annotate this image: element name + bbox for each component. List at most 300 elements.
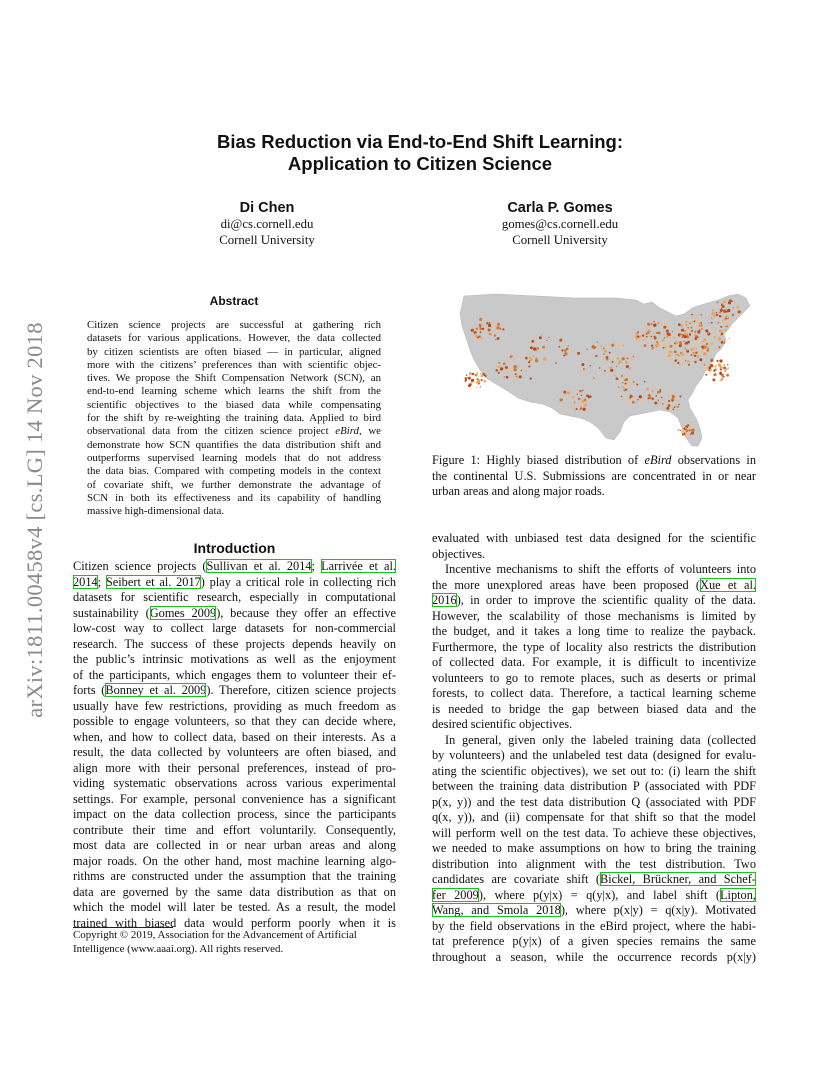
observation-dot (586, 375, 588, 377)
observation-dot (580, 406, 582, 408)
observation-dot (515, 373, 517, 375)
text-line: by volunteers) and the unlabeled test data (designed for evalu- (432, 748, 756, 763)
observation-dot (632, 401, 635, 404)
observation-dot (688, 429, 690, 431)
citation-link[interactable]: Seibert et al. 2017 (105, 574, 201, 589)
observation-dot (685, 427, 687, 429)
observation-dot (616, 377, 619, 380)
abstract-line: SCN in both its effectiveness and its capability of handling (87, 491, 381, 504)
observation-dot (474, 333, 476, 335)
observation-dot (713, 373, 716, 376)
observation-dot (622, 386, 624, 388)
observation-dot (530, 377, 532, 379)
observation-dot (708, 322, 710, 324)
observation-dot (732, 314, 735, 317)
observation-dot (686, 429, 687, 430)
observation-dot (689, 323, 690, 324)
observation-dot (657, 408, 659, 410)
observation-dot (467, 377, 468, 378)
observation-dot (479, 318, 482, 321)
observation-dot (503, 362, 506, 365)
observation-dot (679, 344, 682, 347)
observation-dot (489, 322, 491, 324)
observation-dot (722, 305, 725, 308)
observation-dot (610, 366, 613, 369)
observation-dot (471, 329, 474, 332)
text-line: settings. For example, personal convenience has a significant (73, 791, 396, 806)
observation-dot (714, 336, 716, 338)
observation-dot (582, 408, 585, 411)
observation-dot (626, 357, 628, 359)
observation-dot (691, 348, 694, 351)
figure-ebird-map (456, 290, 760, 450)
right-column-body (432, 531, 756, 965)
arxiv-stamp-text: arXiv:1811.00458v4 [cs.LG] 14 Nov 2018 (22, 322, 47, 718)
observation-dot (667, 327, 669, 329)
observation-dot (625, 378, 628, 381)
observation-dot (646, 333, 647, 334)
text-line: sustainability (Gomes 2009), because they offer an effective (73, 605, 396, 620)
observation-dot (625, 389, 627, 391)
text-line: trained with biased data would perform poorly when it is (73, 915, 396, 930)
observation-dot (686, 364, 688, 366)
abstract-line: outperforms supervised learning models that do not address (87, 451, 381, 464)
observation-dot (694, 331, 696, 333)
observation-dot (727, 367, 729, 369)
observation-dot (699, 341, 701, 343)
text-line: low-cost way to collect large datasets for non-commercial (73, 621, 396, 636)
observation-dot (666, 323, 669, 326)
observation-dot (701, 351, 704, 354)
observation-dot (622, 345, 623, 346)
observation-dot (720, 330, 723, 333)
observation-dot (490, 333, 492, 335)
observation-dot (470, 372, 472, 374)
abstract-heading: Abstract (209, 294, 259, 308)
text-line: of collected data. For example, it is difficult to incentivize (432, 655, 756, 670)
observation-dot (482, 328, 484, 330)
observation-dot (567, 391, 570, 394)
observation-dot (722, 320, 723, 321)
observation-dot (627, 399, 630, 402)
observation-dot (480, 386, 481, 387)
observation-dot (588, 397, 590, 399)
observation-dot (684, 343, 686, 345)
observation-dot (703, 315, 705, 317)
observation-dot (708, 366, 711, 369)
citation-link[interactable]: Larrivée et al. (321, 559, 396, 573)
observation-dot (670, 345, 673, 348)
observation-dot (576, 389, 578, 391)
observation-dot (525, 357, 528, 360)
observation-dot (559, 339, 562, 342)
observation-dot (494, 333, 496, 335)
observation-dot (485, 333, 486, 334)
observation-dot (719, 359, 722, 362)
text-line: q(x, y)), and (ii) compensate for that shift so that the model (432, 810, 756, 825)
citation-link[interactable]: Bonney et al. 2009 (105, 683, 207, 698)
observation-dot (582, 390, 584, 392)
observation-dot (705, 329, 708, 332)
observation-dot (469, 383, 472, 386)
observation-dot (716, 360, 718, 362)
text-line: contribute their time and effort voluntarily. Consequently, (73, 822, 396, 837)
observation-dot (666, 348, 668, 350)
observation-dot (679, 341, 682, 344)
text-line: throughout a season, while the occurrence records p(x|y) (432, 949, 756, 964)
observation-dot (566, 348, 569, 351)
text-line: impact on the data collection process, since the participants (73, 807, 396, 822)
observation-dot (569, 397, 572, 400)
observation-dot (710, 369, 712, 371)
observation-dot (676, 405, 678, 407)
abstract-line: demonstrate how SCN quantifies the data distribution shift and (87, 438, 381, 451)
observation-dot (650, 331, 651, 332)
observation-dot (678, 355, 680, 357)
observation-dot (516, 376, 518, 378)
observation-dot (691, 429, 694, 432)
author-block (137, 199, 397, 248)
observation-dot (701, 314, 703, 316)
caption-line: Figure 1: Highly biased distribution of eBird observations in (432, 453, 756, 467)
text-line: major roads. On the other hand, most machine learning algo- (73, 853, 396, 868)
text-line: rithms are constructed under the assumption that the training (73, 869, 396, 884)
observation-dot (548, 337, 550, 339)
observation-dot (633, 356, 634, 357)
observation-dot (628, 367, 631, 370)
observation-dot (727, 364, 729, 366)
observation-dot (502, 328, 504, 330)
observation-dot (511, 357, 514, 360)
observation-dot (691, 354, 693, 356)
observation-dot (646, 336, 648, 338)
observation-dot (738, 310, 740, 312)
observation-dot (669, 395, 672, 398)
author-affiliation: Cornell University (512, 232, 608, 247)
observation-dot (548, 349, 550, 351)
observation-dot (546, 340, 547, 341)
observation-dot (601, 346, 603, 348)
observation-dot (737, 306, 740, 309)
observation-dot (666, 407, 669, 410)
observation-dot (703, 332, 704, 333)
observation-dot (660, 323, 661, 324)
observation-dot (703, 352, 706, 355)
observation-dot (666, 329, 669, 332)
observation-dot (672, 409, 674, 411)
observation-dot (689, 337, 691, 339)
observation-dot (685, 324, 686, 325)
observation-dot (647, 397, 649, 399)
citation-link[interactable]: Xue et al. (700, 577, 756, 592)
text-line: volunteers to go to remote places, such as deserts or primal (432, 670, 756, 685)
observation-dot (663, 402, 666, 405)
observation-dot (729, 338, 730, 339)
observation-dot (693, 320, 695, 322)
author-email: gomes@cs.cornell.edu (501, 217, 619, 231)
observation-dot (708, 341, 711, 344)
observation-dot (528, 366, 530, 368)
observation-dot (687, 360, 690, 363)
observation-dot (720, 309, 723, 312)
observation-dot (637, 399, 639, 401)
observation-dot (679, 430, 680, 431)
observation-dot (672, 395, 675, 398)
citation-link[interactable]: Sullivan et al. 2014 (206, 559, 312, 573)
observation-dot (694, 355, 696, 357)
observation-dot (726, 374, 729, 377)
arxiv-identifier-stamp (23, 280, 47, 760)
observation-dot (686, 360, 687, 361)
observation-dot (618, 387, 619, 388)
observation-dot (516, 366, 518, 368)
observation-dot (652, 348, 654, 350)
observation-dot (728, 320, 731, 323)
abstract-line: of covariate shift, we further demonstrate the advantage of (87, 478, 381, 491)
observation-dot (563, 355, 565, 357)
observation-dot (691, 432, 694, 435)
text-line: datasets for scientific research, especially in computational (73, 590, 396, 605)
observation-dot (606, 373, 608, 375)
footnote-rule (73, 927, 173, 928)
observation-dot (570, 406, 571, 407)
observation-dot (678, 359, 679, 360)
observation-dot (624, 379, 626, 381)
citation-link[interactable]: 2014 (73, 574, 98, 589)
observation-dot (691, 330, 693, 332)
observation-dot (646, 388, 649, 391)
observation-dot (716, 314, 718, 316)
text-line: forests, to collect data. Therefore, a tactical learning scheme (432, 686, 756, 701)
observation-dot (574, 410, 576, 412)
observation-dot (696, 324, 699, 327)
observation-dot (724, 321, 727, 324)
observation-dot (717, 301, 719, 303)
text-line: is needed to bridge the gap between biased data and the (432, 701, 756, 716)
citation-link[interactable]: Lipton, (719, 887, 756, 902)
observation-dot (651, 345, 653, 347)
observation-dot (719, 372, 722, 375)
observation-dot (656, 395, 658, 397)
observation-dot (531, 340, 534, 343)
observation-dot (476, 328, 478, 330)
observation-dot (657, 391, 660, 394)
observation-dot (652, 390, 654, 392)
observation-dot (721, 333, 723, 335)
observation-dot (674, 350, 677, 353)
observation-dot (684, 330, 685, 331)
observation-dot (466, 374, 467, 375)
observation-dot (711, 339, 712, 340)
observation-dot (720, 326, 722, 328)
observation-dot (643, 396, 645, 398)
observation-dot (686, 432, 689, 435)
text-line: 2016), in order to improve the scientific quality of the data. (432, 593, 756, 608)
observation-dot (702, 348, 703, 349)
observation-dot (661, 339, 664, 342)
observation-dot (714, 344, 716, 346)
text-line: data are governed by the same data distribution as that on (73, 884, 396, 899)
observation-dot (614, 375, 616, 377)
text-line: will perform well on the test data. To achieve these objectives, (432, 825, 756, 840)
observation-dot (703, 338, 706, 341)
observation-dot (718, 363, 721, 366)
observation-dot (732, 307, 734, 309)
text-line: the more unexplored areas have been proposed (Xue et al. (432, 577, 756, 592)
observation-dot (651, 323, 652, 324)
abstract-line: datasets for various applications. However, the data collected (87, 332, 381, 345)
observation-dot (685, 348, 687, 350)
abstract-line: massive high-dimensional data. (87, 505, 225, 518)
observation-dot (577, 394, 578, 395)
observation-dot (530, 346, 533, 349)
observation-dot (599, 367, 600, 368)
observation-dot (716, 330, 719, 333)
abstract-line: Citizen science projects are successful at gathering rich (87, 319, 381, 331)
observation-dot (480, 331, 482, 333)
observation-dot (719, 315, 721, 317)
observation-dot (606, 359, 608, 361)
observation-dot (522, 368, 524, 370)
observation-dot (644, 381, 646, 383)
observation-dot (622, 382, 624, 384)
observation-dot (593, 377, 595, 379)
observation-dot (499, 369, 500, 370)
citation-link[interactable]: Bickel, Brückner, and Schef- (599, 872, 756, 887)
observation-dot (676, 354, 679, 357)
observation-dot (581, 395, 582, 396)
observation-dot (694, 361, 696, 363)
observation-dot (726, 316, 728, 318)
observation-dot (597, 341, 598, 342)
observation-dot (639, 395, 642, 398)
observation-dot (482, 373, 485, 376)
observation-dot (668, 357, 671, 360)
observation-dot (621, 396, 623, 398)
paper-title-line-2: Application to Citizen Science (287, 153, 553, 174)
observation-dot (726, 325, 728, 327)
observation-dot (590, 365, 591, 366)
text-line: p(x, y)) and the test data distribution Q (associated with PDF (432, 794, 756, 809)
observation-dot (723, 364, 725, 366)
observation-dot (472, 373, 475, 376)
observation-dot (725, 326, 726, 327)
observation-dot (498, 372, 500, 374)
observation-dot (500, 333, 501, 334)
text-line: by the field observations in the eBird project, where the habi- (432, 918, 756, 933)
observation-dot (528, 361, 530, 363)
citation-link[interactable]: 2016 (432, 593, 457, 608)
observation-dot (724, 329, 726, 331)
observation-dot (681, 329, 684, 332)
abstract-line: scientific objectives to the biased data while compensating (87, 398, 381, 411)
observation-dot (623, 388, 626, 391)
observation-dot (629, 397, 630, 398)
observation-dot (660, 395, 662, 397)
observation-dot (706, 343, 708, 345)
observation-dot (555, 362, 556, 363)
observation-dot (604, 370, 606, 372)
observation-dot (712, 378, 715, 381)
observation-dot (683, 354, 684, 355)
citation-link[interactable]: fer 2009 (432, 887, 479, 902)
citation-link[interactable]: Wang, and Smola 2018 (432, 903, 561, 918)
observation-dot (560, 398, 563, 401)
citation-link[interactable]: Gomes 2009 (149, 605, 217, 620)
text-line: ating the scientific objectives), we set out to: (i) learn the shift (432, 763, 756, 778)
observation-dot (497, 326, 500, 329)
observation-dot (472, 321, 474, 323)
observation-dot (674, 337, 676, 339)
text-line: objectives. (432, 546, 486, 561)
observation-dot (651, 336, 652, 337)
text-line: usually have few restrictions, providing as much freedom as (73, 698, 396, 713)
observation-dot (651, 324, 652, 325)
observation-dot (681, 429, 684, 432)
observation-dot (519, 375, 522, 378)
text-line: Citizen science projects (Sullivan et al. 2014; Larrivée et al. (73, 559, 396, 573)
abstract-line: end-to-end learning scheme which learns the shift from the (87, 385, 381, 398)
figure-caption (432, 453, 756, 500)
text-line: viding systematic observations across various experimental (73, 776, 396, 791)
observation-dot (636, 337, 639, 340)
observation-dot (616, 357, 618, 359)
left-column-body (73, 559, 396, 931)
text-line: align more with their personal preferences, instead of pro- (73, 760, 396, 775)
observation-dot (668, 354, 671, 357)
author-block (430, 199, 690, 248)
observation-dot (683, 335, 686, 338)
observation-dot (545, 349, 547, 351)
text-line: research. The success of these projects depends heavily on (73, 636, 396, 651)
observation-dot (692, 322, 693, 323)
observation-dot (663, 325, 664, 326)
observation-dot (678, 404, 680, 406)
observation-dot (697, 330, 700, 333)
observation-dot (679, 396, 681, 398)
observation-dot (633, 381, 635, 383)
observation-dot (687, 341, 690, 344)
observation-dot (563, 391, 566, 394)
observation-dot (657, 322, 660, 325)
observation-dot (625, 384, 628, 387)
text-line: In general, given only the labeled training data (collected (445, 732, 756, 747)
observation-dot (476, 372, 478, 374)
observation-dot (480, 328, 483, 331)
abstract-line: by citizen scientists are often biased — in particular, aligned (87, 345, 381, 358)
observation-dot (476, 375, 477, 376)
observation-dot (642, 339, 644, 341)
observation-dot (702, 341, 704, 343)
observation-dot (708, 333, 709, 334)
observation-dot (719, 379, 722, 382)
observation-dot (710, 360, 712, 362)
observation-dot (616, 366, 617, 367)
observation-dot (567, 345, 568, 346)
copyright-footnote (73, 929, 396, 956)
observation-dot (681, 353, 684, 356)
text-line: we needed to make assumptions on how to bring the training (432, 841, 756, 856)
observation-dot (707, 349, 710, 352)
text-line: possible to engage volunteers, so that they can decide where, (73, 714, 396, 729)
observation-dot (723, 367, 726, 370)
observation-dot (581, 363, 584, 366)
observation-dot (686, 328, 689, 331)
observation-dot (671, 400, 673, 402)
observation-dot (659, 389, 661, 391)
observation-dot (653, 321, 654, 322)
text-line: result, the data collected by volunteers are often biased, and (73, 745, 396, 760)
